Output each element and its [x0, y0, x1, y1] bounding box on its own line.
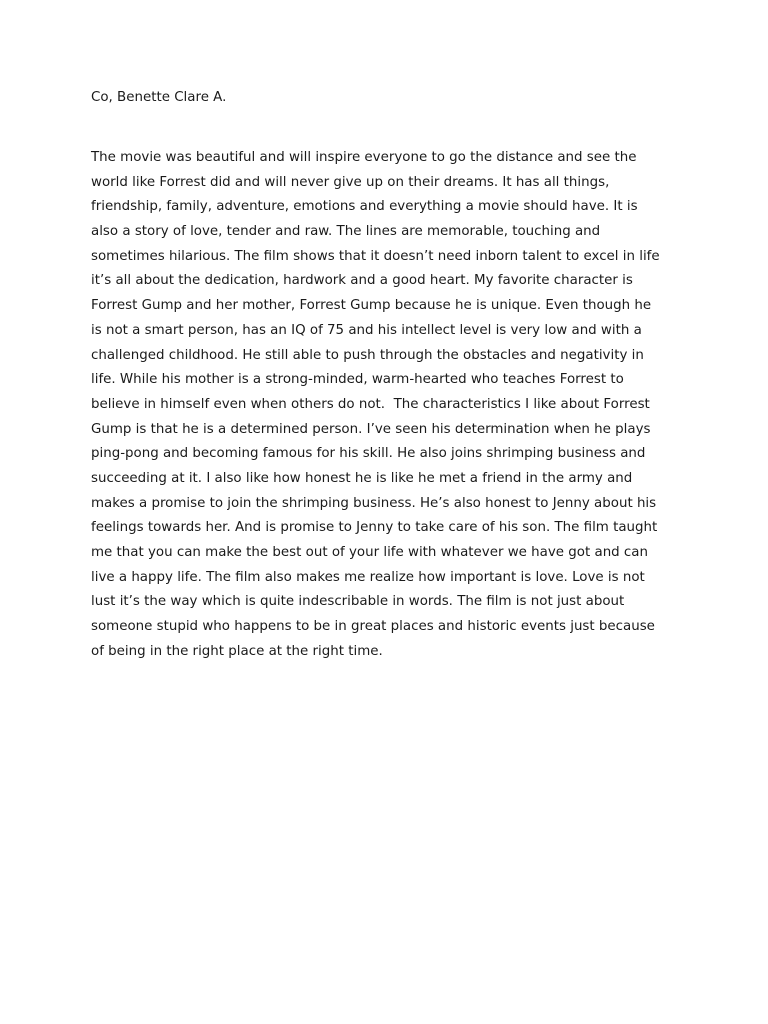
paragraph-line: also a story of love, tender and raw. The lines are memorable, touching and [91, 224, 601, 240]
paragraph-line: world like Forrest did and will never give up on their dreams. It has all things, [91, 174, 610, 190]
paragraph-line: it’s all about the dedication, hardwork and a good heart. My favorite character is [91, 273, 633, 289]
paragraph-line: The movie was beautiful and will inspire everyone to go the distance and see the [91, 150, 637, 165]
paragraph-line: challenged childhood. He still able to push through the obstacles and negativity in [91, 347, 644, 363]
paragraph-line: friendship, family, adventure, emotions and everything a movie should have. It is [91, 199, 638, 215]
paragraph-line: lust it’s the way which is quite indescribable in words. The film is not just about [91, 594, 625, 610]
paragraph-line: someone stupid who happens to be in great places and historic events just because [91, 619, 655, 635]
paragraph-line: succeeding at it. I also like how honest he is like he met a friend in the army and [91, 470, 633, 486]
paragraph-line: me that you can make the best out of your life with whatever we have got and can [91, 545, 648, 560]
paragraph-line: Gump is that he is a determined person. I’ve seen his determination when he plays [91, 421, 651, 437]
paragraph-line: makes a promise to join the shrimping business. He’s also honest to Jenny about his [91, 495, 657, 511]
paragraph-line: of being in the right place at the right time. [91, 643, 383, 659]
paragraph-line: believe in himself even when others do not. The characteristics I like about Forrest [91, 396, 650, 412]
paragraph-line: sometimes hilarious. The film shows that it doesn’t need inborn talent to excel in life [91, 248, 660, 264]
author-name: Co, Benette Clare A. [91, 90, 227, 105]
paragraph-line: is not a smart person, has an IQ of 75 and his intellect level is very low and with a [91, 322, 642, 338]
essay-paragraph [91, 146, 691, 664]
paragraph-line: live a happy life. The film also makes me realize how important is love. Love is not [91, 569, 645, 585]
paragraph-line: life. While his mother is a strong-minded, warm-hearted who teaches Forrest to [91, 372, 624, 388]
paragraph-line: ping-pong and becoming famous for his skill. He also joins shrimping business and [91, 446, 646, 462]
paragraph-line: feelings towards her. And is promise to Jenny to take care of his son. The film taught [91, 520, 658, 536]
paragraph-line: Forrest Gump and her mother, Forrest Gump because he is unique. Even though he [91, 298, 652, 314]
